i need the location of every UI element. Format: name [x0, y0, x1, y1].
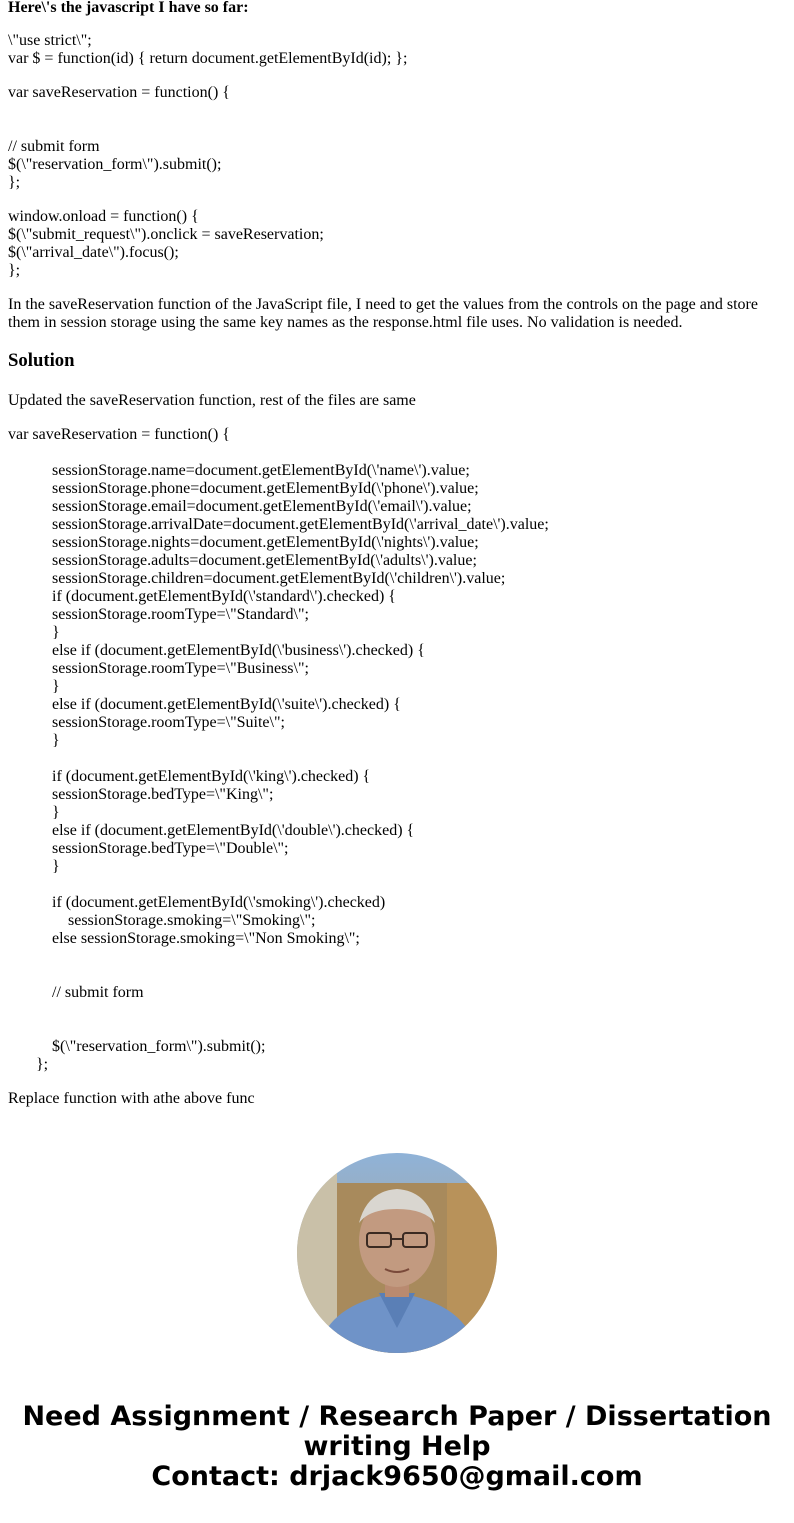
- code-line: }: [52, 678, 60, 695]
- solution-body: [8, 462, 786, 1056]
- promo-line: writing Help: [303, 1431, 491, 1462]
- code-line: // submit form: [8, 138, 100, 155]
- code-line: else if (document.getElementById(\'suite\').checked) {: [52, 696, 401, 713]
- closing-note: Replace function with athe above func: [8, 1090, 255, 1107]
- code-line: }: [52, 624, 60, 641]
- code-line: $(\"reservation_form\").submit();: [52, 1038, 266, 1055]
- code-line: sessionStorage.name=document.getElementById(\'name\').value;: [52, 462, 470, 479]
- article: [8, 0, 786, 1108]
- code-line: };: [8, 174, 21, 191]
- author-avatar: [297, 1153, 497, 1353]
- code-line: sessionStorage.roomType=\"Standard\";: [52, 606, 309, 623]
- code-line: sessionStorage.roomType=\"Business\";: [52, 660, 309, 677]
- code-block-header: [8, 32, 786, 68]
- code-line: sessionStorage.adults=document.getElementById(\'adults\').value;: [52, 552, 477, 569]
- code-line: sessionStorage.bedType=\"King\";: [52, 786, 274, 803]
- code-line: if (document.getElementById(\'king\').checked) {: [52, 768, 371, 785]
- code-block-function: [8, 84, 786, 192]
- promo-contact: Contact: drjack9650@gmail.com: [151, 1461, 643, 1492]
- code-line: };: [36, 1056, 49, 1073]
- code-line: sessionStorage.smoking=\"Smoking\";: [68, 912, 316, 929]
- question-intro: Here\'s the javascript I have so far:: [8, 0, 249, 16]
- code-line: sessionStorage.nights=document.getElementById(\'nights\').value;: [52, 534, 479, 551]
- code-line: else if (document.getElementById(\'double\').checked) {: [52, 822, 415, 839]
- code-line: sessionStorage.arrivalDate=document.getElementById(\'arrival_date\').value;: [52, 516, 549, 533]
- code-line: $(\"submit_request\").onclick = saveReservation;: [8, 226, 324, 243]
- blank-lines: [8, 102, 786, 138]
- code-line: };: [8, 262, 21, 279]
- code-line: $(\"arrival_date\").focus();: [8, 244, 179, 261]
- code-line: // submit form: [52, 984, 144, 1001]
- promo-line: Need Assignment / Research Paper / Dissertation: [22, 1401, 772, 1432]
- blank-line: [52, 750, 786, 768]
- code-line: sessionStorage.children=document.getElementById(\'children\').value;: [52, 570, 506, 587]
- code-line: sessionStorage.bedType=\"Double\";: [52, 840, 289, 857]
- code-line: var $ = function(id) { return document.getElementById(id); };: [8, 50, 408, 67]
- blank-lines: [52, 1002, 786, 1038]
- solution-code: [8, 426, 786, 1074]
- blank-line: [52, 876, 786, 894]
- code-line: else sessionStorage.smoking=\"Non Smoking\";: [52, 930, 360, 947]
- blank-lines: [52, 948, 786, 984]
- code-line: }: [52, 804, 60, 821]
- question-task: In the saveReservation function of the JavaScript file, I need to get the values from the controls on the page and store them in session storage using the same key names as the response.html file uses. No validation is needed.: [8, 296, 758, 331]
- author-photo: [297, 1153, 497, 1353]
- code-line: window.onload = function() {: [8, 208, 199, 225]
- solution-intro: Updated the saveReservation function, rest of the files are same: [8, 392, 416, 409]
- code-line: if (document.getElementById(\'smoking\').checked): [52, 894, 386, 911]
- code-line: else if (document.getElementById(\'business\').checked) {: [52, 642, 425, 659]
- code-line: }: [52, 858, 60, 875]
- code-line: var saveReservation = function() {: [8, 84, 230, 101]
- code-line: $(\"reservation_form\").submit();: [8, 156, 222, 173]
- code-line: var saveReservation = function() {: [8, 426, 230, 443]
- code-block-onload: [8, 208, 786, 280]
- code-line: \"use strict\";: [8, 32, 92, 49]
- code-line: sessionStorage.phone=document.getElementById(\'phone\').value;: [52, 480, 479, 497]
- solution-heading: Solution: [8, 350, 75, 371]
- code-line: sessionStorage.email=document.getElementById(\'email\').value;: [52, 498, 472, 515]
- promo-banner: [0, 1402, 794, 1492]
- code-line: }: [52, 732, 60, 749]
- blank-line: [8, 444, 786, 462]
- code-line: sessionStorage.roomType=\"Suite\";: [52, 714, 285, 731]
- code-line: if (document.getElementById(\'standard\').checked) {: [52, 588, 396, 605]
